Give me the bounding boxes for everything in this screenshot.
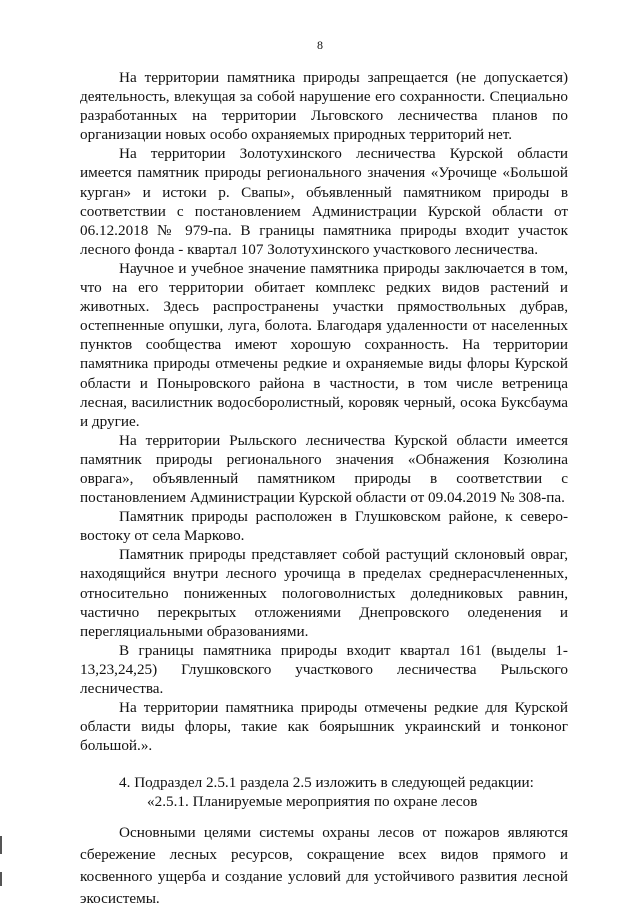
section-heading: «2.5.1. Планируемые мероприятия по охране лесов xyxy=(147,793,478,811)
scan-edge-mark xyxy=(0,872,2,886)
paragraph: Памятник природы расположен в Глушковском районе, к северо-востоку от села Марково. xyxy=(80,508,568,545)
paragraph: На территории Золотухинского лесничества Курской области имеется памятник природы регионального значения «Урочище «Большой курган» и истоки р. Свапы», объявленный памятником природы в соответствии с постановлением Администрации Курской области от 06.12.2018 № 979-па. В границы памятника природы входит участок лесного фонда - квартал 107 Золотухинского участкового лесничества. xyxy=(80,145,568,258)
paragraph: Научное и учебное значение памятника природы заключается в том, что на его территории обитает комплекс редких видов растений и животных. Здесь распространены участки прямоствольных дубрав, остепненные опушки, луга, болота. Благодаря удаленности от населенных пунктов сообщества имеют хорошую сохранность. На территории памятника природы отмечены редкие и охраняемые виды флоры Курской области и Поныровского района в частности, в том числе ветреница лесная, василистник водосборолистный, коровяк черный, осока Буксбаума и другие. xyxy=(80,259,568,430)
page-number: 8 xyxy=(317,38,323,52)
paragraph: На территории Рыльского лесничества Курской области имеется памятник природы регионального значения «Обнажения Козюлина оврага», объявленный памятником природы в соответствии с постановлением Администрации Курской области от 09.04.2019 № 308-па. xyxy=(80,431,568,507)
scan-edge-mark xyxy=(0,836,2,854)
paragraph: В границы памятника природы входит квартал 161 (выделы 1-13,23,24,25) Глушковского участкового лесничества Рыльского лесничества. xyxy=(80,641,568,697)
amendment-line: 4. Подраздел 2.5.1 раздела 2.5 изложить в следующей редакции: xyxy=(119,774,534,792)
paragraph: На территории памятника природы запрещается (не допускается) деятельность, влекущая за собой нарушение его сохранности. Специально разработанных на территории Льговского лесничества планов по организации новых особо охраняемых природных территорий нет. xyxy=(80,69,568,144)
paragraph: На территории памятника природы отмечены редкие для Курской области виды флоры, такие как боярышник украинский и тонконог большой.». xyxy=(80,699,568,755)
final-paragraph: Основными целями системы охраны лесов от пожаров являются сбережение лесных ресурсов, сокращение всех видов прямого и косвенного ущерба и создание условий для устойчивого развития лесной экосистемы. xyxy=(80,823,568,907)
document-body xyxy=(80,68,568,910)
paragraph: Памятник природы представляет собой растущий склоновый овраг, находящийся внутри лесного урочища в пределах среднерасчлененных, относительно пониженных пологоволнистых доледниковых равнин, частично перекрытых отложениями Днепровского оледенения и перегляциальными образованиями. xyxy=(80,546,568,640)
